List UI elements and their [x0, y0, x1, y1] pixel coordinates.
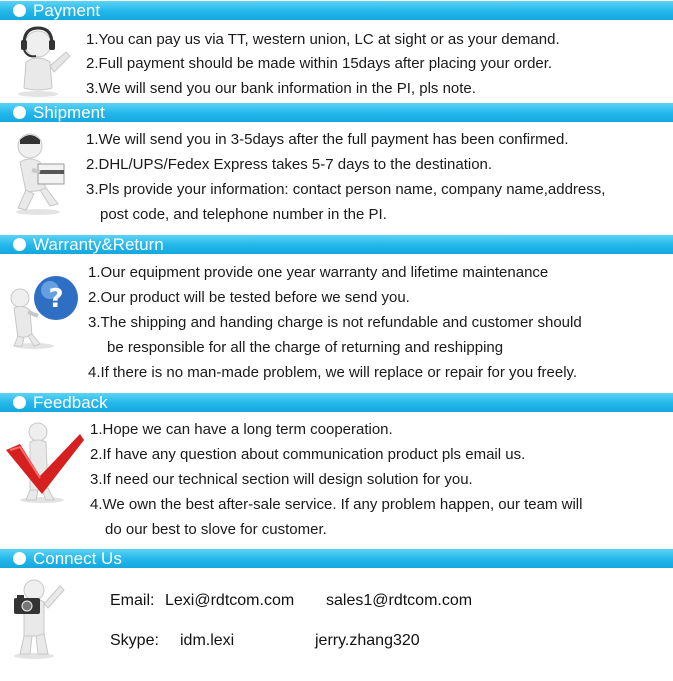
checkmark-person-icon — [2, 420, 86, 509]
feedback-line-3: 3.If need our technical section will design solution for you. — [90, 471, 473, 488]
warranty-line-2: 2.Our product will be tested before we send you. — [88, 289, 410, 306]
skype-label: Skype: — [110, 632, 159, 649]
skype-id-1[interactable]: idm.lexi — [180, 632, 235, 649]
bullet-dot-icon — [13, 552, 26, 565]
feedback-line-4-cont: do our best to slove for customer. — [105, 521, 327, 538]
section-bar-payment — [0, 1, 673, 20]
bullet-dot-icon — [13, 4, 26, 17]
section-title-payment: Payment — [33, 1, 101, 20]
email-link-1[interactable]: Lexi@rdtcom.com — [165, 592, 295, 609]
question-globe-person-icon — [6, 272, 80, 355]
shipment-line-1: 1.We will send you in 3-5days after the full payment has been confirmed. — [86, 131, 569, 148]
warranty-line-3: 3.The shipping and handing charge is not refundable and customer should — [88, 314, 582, 331]
section-title-warranty: Warranty&Return — [33, 235, 164, 254]
skype-id-2[interactable]: jerry.zhang320 — [315, 632, 420, 649]
shipment-line-3-cont: post code, and telephone number in the PI. — [100, 206, 387, 223]
email-link-2[interactable]: sales1@rdtcom.com — [326, 592, 473, 609]
section-title-shipment: Shipment — [33, 103, 105, 122]
feedback-line-4: 4.We own the best after-sale service. If any problem happen, our team will — [90, 496, 583, 513]
bullet-dot-icon — [13, 238, 26, 251]
shipment-line-3: 3.Pls provide your information: contact person name, company name,address, — [86, 181, 606, 198]
email-label: Email: — [110, 592, 155, 609]
section-bar-connect — [0, 549, 673, 568]
bullet-dot-icon — [13, 106, 26, 119]
payment-line-3: 3.We will send you our bank information in the PI, pls note. — [86, 80, 476, 97]
section-bar-warranty — [0, 235, 673, 254]
warranty-line-1: 1.Our equipment provide one year warranty and lifetime maintenance — [88, 264, 549, 281]
section-title-feedback: Feedback — [33, 393, 108, 412]
delivery-person-icon — [6, 130, 76, 221]
payment-line-1: 1.You can pay us via TT, western union, LC at sight or as your demand. — [86, 31, 560, 48]
shipment-line-2: 2.DHL/UPS/Fedex Express takes 5-7 days to the destination. — [86, 156, 493, 173]
section-title-connect: Connect Us — [33, 549, 122, 568]
section-bar-feedback — [0, 393, 673, 412]
payment-line-2: 2.Full payment should be made within 15days after placing your order. — [86, 55, 553, 72]
section-bar-shipment — [0, 103, 673, 122]
warranty-line-4: 4.If there is no man-made problem, we will replace or repair for you freely. — [88, 364, 578, 381]
feedback-line-2: 2.If have any question about communication product pls email us. — [90, 446, 526, 463]
feedback-line-1: 1.Hope we can have a long term cooperation. — [90, 421, 393, 438]
camera-person-icon — [4, 578, 74, 665]
svg-text:?: ? — [48, 284, 64, 314]
warranty-line-3-cont: be responsible for all the charge of returning and reshipping — [107, 339, 504, 356]
bullet-dot-icon — [13, 396, 26, 409]
headset-person-icon — [8, 26, 78, 103]
